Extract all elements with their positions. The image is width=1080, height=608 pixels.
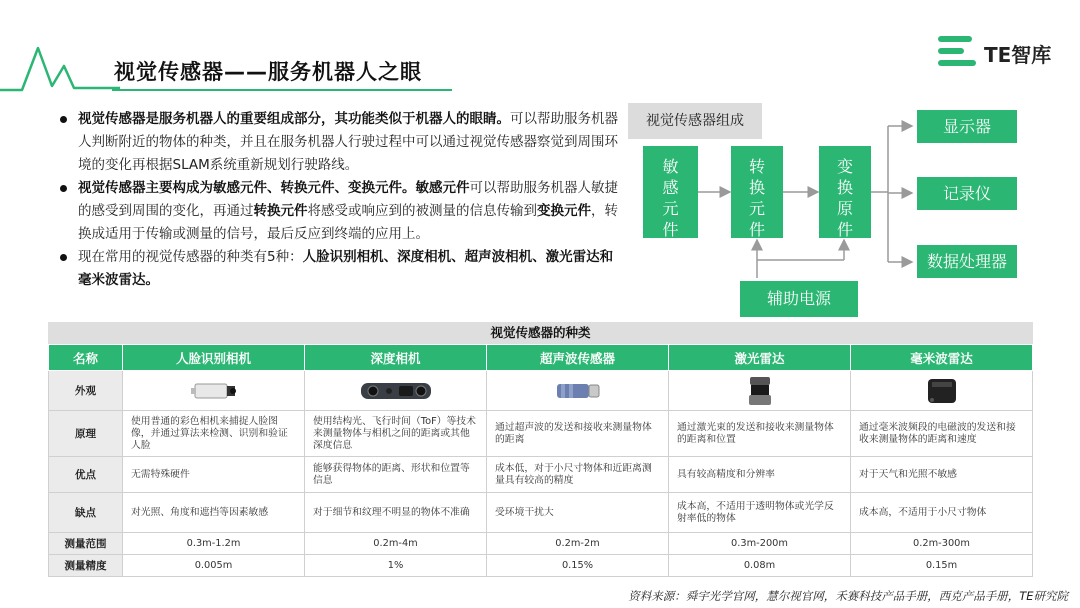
header-mmwave: 毫米波雷达: [851, 345, 1033, 371]
table-cell: 0.15%: [487, 555, 669, 577]
converting-element-box: [731, 146, 783, 238]
bullet-text: 视觉传感器主要构成为敏感元件、转换元件、变换元件。: [78, 180, 416, 196]
bullet-text: 人脸识别相机、深度相机、超声波相机、激光雷达和毫米波雷达。: [78, 249, 614, 288]
sensor-types-table: [48, 322, 1033, 577]
row-label: 原理: [49, 411, 123, 457]
output-display-box: [917, 110, 1017, 143]
table-cell: 1%: [305, 555, 487, 577]
bullet-dot-icon: [60, 116, 67, 123]
table-row: [49, 457, 1033, 493]
table-cell: 0.08m: [669, 555, 851, 577]
converting-element-label: 转换元件: [749, 157, 766, 239]
bullet-text: 视觉传感器是服务机器人的重要组成部分，其功能类似于机器人的眼睛。: [78, 111, 510, 127]
table-cell: 对于天气和光照不敏感: [851, 457, 1033, 493]
table-cell: 具有较高精度和分辨率: [669, 457, 851, 493]
table-cell: 使用普通的彩色相机来捕捉人脸图像，并通过算法来检测、识别和验证人脸: [123, 411, 305, 457]
table-cell: 通过超声波的发送和接收来测量物体的距离: [487, 411, 669, 457]
row-label: 缺点: [49, 493, 123, 533]
table-cell: 0.3m-200m: [669, 533, 851, 555]
table-cell: 0.2m-300m: [851, 533, 1033, 555]
logo: [936, 34, 1056, 70]
auxiliary-power-box: [740, 281, 858, 317]
bullet-text: 变换元件: [537, 203, 591, 219]
output-display-label: 显示器: [942, 117, 991, 136]
table-row: [49, 411, 1033, 457]
bullet-list: [58, 108, 618, 292]
table-cell: 0.3m-1.2m: [123, 533, 305, 555]
appearance-cell: [669, 371, 851, 411]
sensitive-element-box: [643, 146, 698, 238]
logo-text: TE智库: [984, 43, 1052, 67]
table-row: [49, 371, 1033, 411]
bullet-text: 敏感元件: [415, 180, 470, 196]
diagram-title: 视觉传感器组成: [628, 103, 762, 139]
table-cell: 对光照、角度和遮挡等因素敏感: [123, 493, 305, 533]
bullet-text: ，转换成适用于传输或测量的信号，最后反应到终端的应用上。: [78, 203, 618, 242]
output-processor-box: [917, 245, 1017, 278]
bullet-text: 可以帮助服务机器人判断附近的物体的种类，并且在服务机器人行驶过程中可以通过视觉传感器察觉到周围环境的变化再根据SLAM系统重新规划行驶路线。: [78, 111, 618, 173]
output-recorder-box: [917, 177, 1017, 210]
te-logo-icon: [936, 34, 978, 68]
header-lidar: 激光雷达: [669, 345, 851, 371]
bullet-text: 可以帮助服务机器人敏捷的感受到周围的变化，再通过: [78, 180, 618, 219]
row-label: 优点: [49, 457, 123, 493]
table-cell: 0.005m: [123, 555, 305, 577]
table-header-row: [49, 345, 1033, 371]
table-cell: 通过激光束的发送和接收来测量物体的距离和位置: [669, 411, 851, 457]
table-cell: 成本低，对于小尺寸物体和近距离测量具有较高的精度: [487, 457, 669, 493]
bullet-text: 现在常用的视觉传感器的种类有5种：: [78, 249, 303, 265]
source-note: 资料来源：舜宇光学官网，慧尔视官网，禾赛科技产品手册，西克产品手册，TE研究院: [628, 589, 1068, 603]
bullet-item: [58, 108, 618, 177]
bullet-text: 将感受或响应到的被测量的信息传输到: [307, 203, 537, 219]
header-face-camera: 人脸识别相机: [123, 345, 305, 371]
header-name: 名称: [49, 345, 123, 371]
bullet-item: [58, 177, 618, 246]
table-cell: 成本高，不适用于透明物体或光学反射率低的物体: [669, 493, 851, 533]
mmwave-radar-icon: [922, 386, 962, 397]
appearance-cell: [851, 371, 1033, 411]
transforming-element-box: [819, 146, 871, 238]
row-label: 测量范围: [49, 533, 123, 555]
appearance-cell: [487, 371, 669, 411]
table-caption: 视觉传感器的种类: [48, 322, 1033, 344]
sensitive-element-label: 敏感元件: [662, 157, 679, 239]
table-cell: 0.15m: [851, 555, 1033, 577]
appearance-cell: [123, 371, 305, 411]
table-cell: 成本高，不适用于小尺寸物体: [851, 493, 1033, 533]
row-label: 测量精度: [49, 555, 123, 577]
auxiliary-power-label: 辅助电源: [766, 289, 831, 308]
table-cell: 使用结构光、飞行时间（ToF）等技术来测量物体与相机之间的距离或其他深度信息: [305, 411, 487, 457]
output-processor-label: 数据处理器: [926, 252, 1007, 271]
row-label: 外观: [49, 371, 123, 411]
output-recorder-label: 记录仪: [942, 184, 991, 203]
title-underline: [112, 89, 452, 91]
header-depth-camera: 深度相机: [305, 345, 487, 371]
transforming-element-label: 变换原件: [837, 157, 854, 239]
depth-camera-icon: [359, 386, 433, 397]
bullet-dot-icon: [60, 254, 67, 261]
pulse-line-icon: [0, 38, 120, 98]
table-row: [49, 555, 1033, 577]
table-cell: 通过毫米波频段的电磁波的发送和接收来测量物体的距离和速度: [851, 411, 1033, 457]
bullet-text: 转换元件: [253, 203, 308, 219]
table-row: [49, 493, 1033, 533]
table-cell: 对于细节和纹理不明显的物体不准确: [305, 493, 487, 533]
sensor-table: [48, 344, 1033, 577]
appearance-cell: [305, 371, 487, 411]
table-cell: 0.2m-2m: [487, 533, 669, 555]
table-cell: 能够获得物体的距离、形状和位置等信息: [305, 457, 487, 493]
face-camera-icon: [189, 386, 239, 397]
table-cell: 无需特殊硬件: [123, 457, 305, 493]
table-row: [49, 533, 1033, 555]
ultrasonic-sensor-icon: [553, 386, 603, 397]
table-cell: 0.2m-4m: [305, 533, 487, 555]
bullet-dot-icon: [60, 185, 67, 192]
header-ultrasonic: 超声波传感器: [487, 345, 669, 371]
table-cell: 受环境干扰大: [487, 493, 669, 533]
page-title: 视觉传感器——服务机器人之眼: [114, 60, 422, 84]
lidar-icon: [745, 386, 775, 397]
bullet-item: [58, 246, 618, 292]
